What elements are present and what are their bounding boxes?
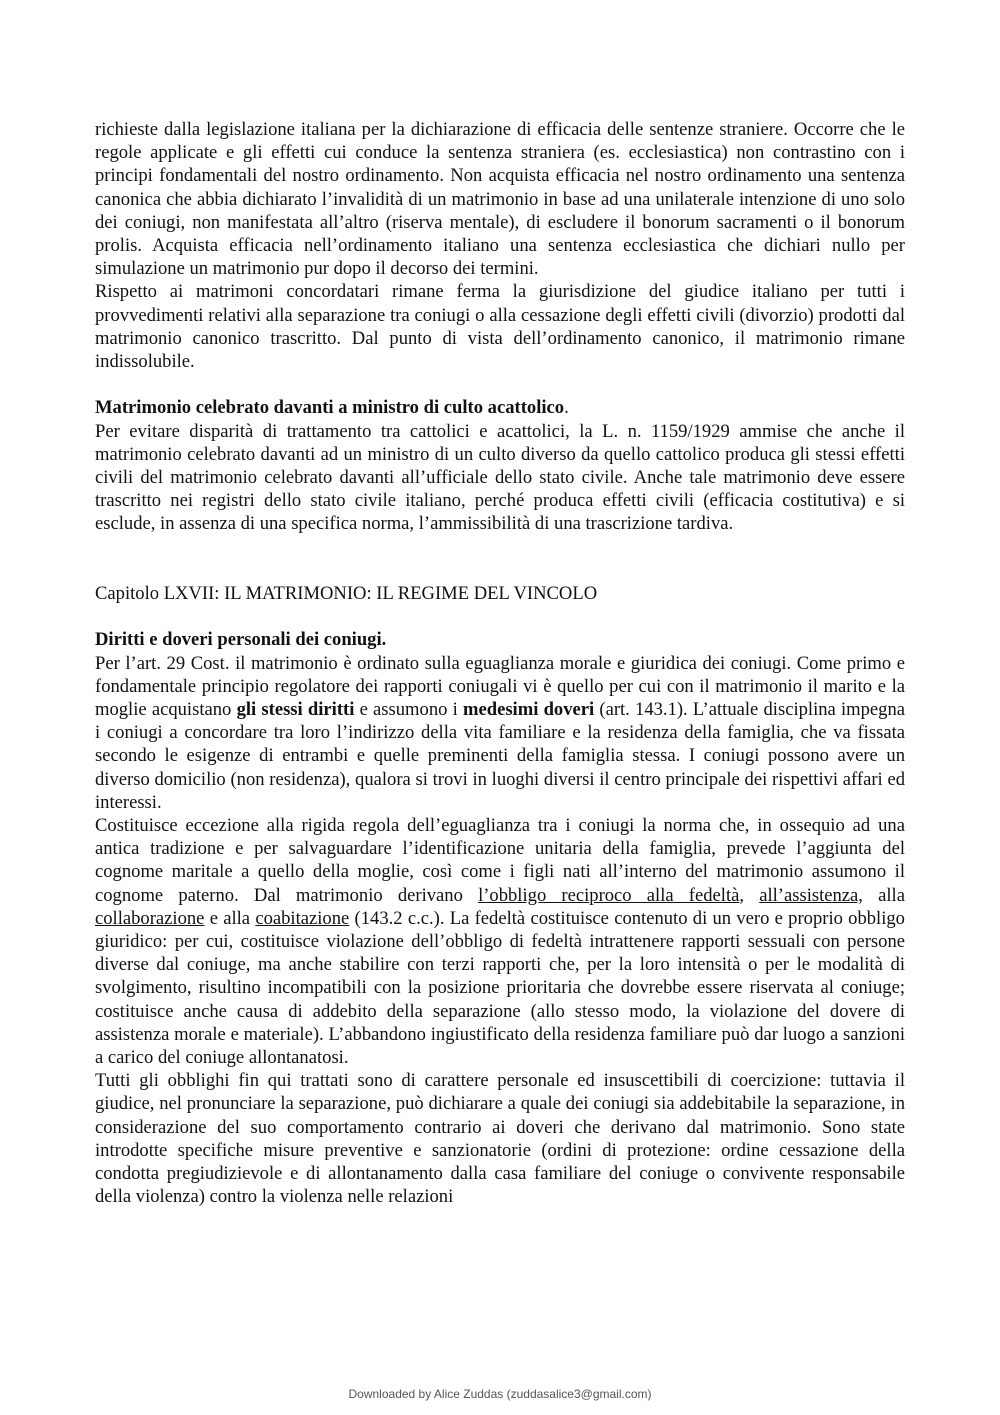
- paragraph-sentenze-straniere: richieste dalla legislazione italiana per la dichiarazione di efficacia delle sentenze straniere. Occorre che le regole applicate e gli effetti cui conduce la sentenza straniera (es. ecclesiastica) non contrastino con i principi fondamentali del nostro ordinamento. Non acquista efficacia nel nostro ordinamento una sentenza canonica che abbia dichiarato l’invalidità di un matrimonio in base ad una unilaterale intenzione di uno solo dei coniugi, non manifestata all’altro (riserva mentale), di escludere il bonorum sacramenti o il bonorum prolis. Acquista efficacia nell’ordinamento italiano una sentenza ecclesiastica che dichiari nullo per simulazione un matrimonio pur dopo il decorso dei termini.: [95, 119, 905, 280]
- document-body: [95, 118, 905, 1209]
- underlined-coabitazione: coabitazione: [255, 907, 350, 929]
- bold-stessi-diritti: gli stessi diritti: [236, 699, 355, 721]
- chapter-title: Capitolo LXVII: IL MATRIMONIO: IL REGIME DEL VINCOLO: [95, 583, 598, 605]
- heading-text: Matrimonio celebrato davanti a ministro di culto acattolico: [95, 397, 565, 419]
- text-run: (143.2 c.c.). La fedeltà costituisce contenuto di un vero e proprio obbligo giuridico: per cui, costituisce violazione dell’obbligo di fedeltà intrattenere rapporti sessuali con persone diverse dal coniuge, ma anche stabilire con terzi rapporti che, per la loro intensità o per le modalità di svolgimento, risultino incompatibili con la posizione prioritaria che dovrebbe essere riservata al coniuge; costituisce anche causa di addebito della separazione (allo stesso modo, la violazione del dovere di assistenza morale e materiale). L’abbandono ingiustificato della residenza familiare può dar luogo a sanzioni a carico del coniuge allontanatosi.: [95, 907, 905, 1069]
- text-run: e assumono i: [354, 699, 463, 721]
- underlined-fedelta: l’obbligo reciproco alla fedeltà: [478, 884, 740, 906]
- underlined-assistenza: all’assistenza,: [759, 884, 863, 906]
- underlined-collaborazione: collaborazione: [95, 907, 205, 929]
- text-run: (art. 143.1). L’attuale disciplina impegna i coniugi a concordare tra loro l’indirizzo della vita familiare e la residenza della famiglia, che va fissata secondo le esigenze di entrambi e quelle preminenti della famiglia stessa. I coniugi possono avere un diverso domicilio (non residenza), qualora si trovi in luoghi diversi il centro principale dei rispettivi affari ed interessi.: [95, 699, 906, 813]
- spacer: [95, 605, 905, 628]
- section-heading-diritti-doveri: Diritti e doveri personali dei coniugi.: [95, 629, 387, 651]
- text-run: Costituisce eccezione alla rigida regola dell’eguaglianza tra i coniugi la norma che, in ossequio ad una antica tradizione e per salvaguardare l’identificazione unitaria della famiglia, prevede l’aggiunta del cognome maritale a quello della moglie, così come i figli nati all’interno del matrimonio assumono il cognome paterno. Dal matrimonio derivano: [95, 815, 905, 906]
- text-run: alla: [862, 884, 905, 906]
- paragraph-eguaglianza: [95, 652, 905, 814]
- text-run: Per l’art. 29 Cost. il matrimonio è ordinato sulla eguaglianza morale e giuridica dei coniugi. Come primo e fondamentale principio regolatore dei rapporti coniugali vi è quello per cui con il matrimonio il marito e la moglie acquistano: [95, 652, 905, 721]
- text-run: e alla: [204, 907, 256, 929]
- section-heading-acattolico: [95, 396, 905, 419]
- paragraph-coercizione: Tutti gli obblighi fin qui trattati sono di carattere personale ed insuscettibili di coercizione: tuttavia il giudice, nel pronunciare la separazione, può dichiarare a quale dei coniugi sia addebitabile la separazione, in considerazione del suo comportamento contrario ai doveri che derivano dal matrimonio. Sono state introdotte specifiche misure preventive e sanzionatorie (ordini di protezione: ordine cessazione della condotta pregiudizievole e di allontanamento dalla casa familiare del coniuge o convivente responsabile della violenza) contro la violenza nelle relazioni: [95, 1070, 905, 1208]
- spacer: [95, 536, 905, 582]
- heading-period: .: [564, 397, 569, 419]
- paragraph-acattolici: Per evitare disparità di trattamento tra cattolici e acattolici, la L. n. 1159/1929 ammise che anche il matrimonio celebrato davanti ad un ministro di un culto diverso da quello cattolico produca gli stessi effetti civili del matrimonio celebrato davanti all’ufficiale dello stato civile. Anche tale matrimonio deve essere trascritto nei registri dello stato civile italiano, perché produca effetti civili (efficacia costitutiva) e si esclude, in assenza di una specifica norma, l’ammissibilità di una trascrizione tardiva.: [95, 420, 905, 535]
- spacer: [95, 373, 905, 396]
- text-run: ,: [739, 884, 760, 906]
- bold-medesimi-doveri: medesimi doveri: [462, 699, 595, 721]
- download-footer: Downloaded by Alice Zuddas (zuddasalice3@gmail.com): [348, 1387, 652, 1401]
- paragraph-matrimoni-concordatari: Rispetto ai matrimoni concordatari rimane ferma la giurisdizione del giudice italiano per tutti i provvedimenti relativi alla separazione tra coniugi o alla cessazione degli effetti civili (divorzio) prodotti dal matrimonio canonico trascritto. Dal punto di vista dell’ordinamento canonico, il matrimonio rimane indissolubile.: [95, 281, 905, 373]
- paragraph-obblighi-coniugi: [95, 814, 905, 1069]
